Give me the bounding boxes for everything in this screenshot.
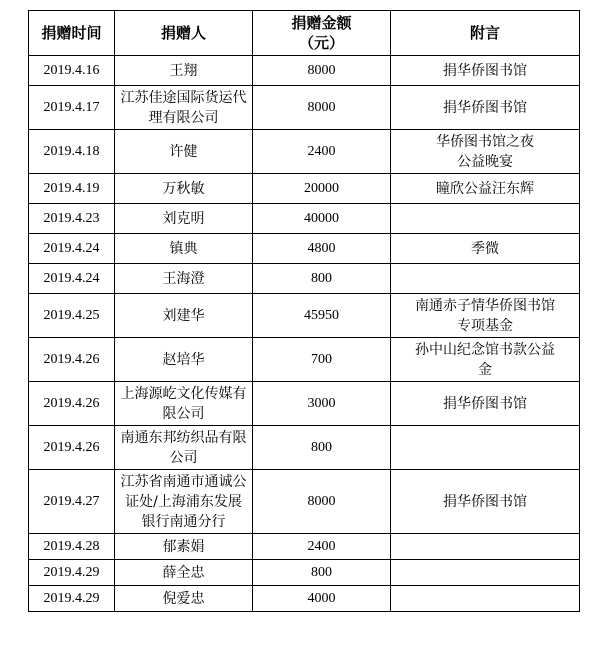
table-body	[29, 56, 580, 612]
date-cell: 2019.4.25	[29, 294, 115, 338]
table-row	[29, 204, 580, 234]
table-row	[29, 470, 580, 534]
donor-cell: 倪爱忠	[115, 586, 253, 612]
table-header-row	[29, 11, 580, 56]
date-cell: 2019.4.23	[29, 204, 115, 234]
date-cell: 2019.4.26	[29, 382, 115, 426]
note-cell: 捐华侨图书馆	[391, 382, 580, 426]
amount-cell: 8000	[253, 86, 391, 130]
donor-cell: 江苏佳途国际货运代 理有限公司	[115, 86, 253, 130]
donor-cell: 郁素娟	[115, 534, 253, 560]
amount-cell: 700	[253, 338, 391, 382]
amount-cell: 800	[253, 560, 391, 586]
date-cell: 2019.4.29	[29, 586, 115, 612]
note-cell	[391, 264, 580, 294]
amount-cell: 2400	[253, 534, 391, 560]
date-cell: 2019.4.24	[29, 234, 115, 264]
amount-cell: 4800	[253, 234, 391, 264]
table-row	[29, 264, 580, 294]
donation-table	[28, 10, 580, 612]
header-donor: 捐赠人	[115, 11, 253, 56]
table-row	[29, 534, 580, 560]
table-row	[29, 294, 580, 338]
note-cell	[391, 586, 580, 612]
donor-cell: 王海澄	[115, 264, 253, 294]
amount-cell: 3000	[253, 382, 391, 426]
amount-cell: 800	[253, 264, 391, 294]
date-cell: 2019.4.27	[29, 470, 115, 534]
donor-cell: 薛全忠	[115, 560, 253, 586]
donor-cell: 许健	[115, 130, 253, 174]
amount-cell: 4000	[253, 586, 391, 612]
table-row	[29, 234, 580, 264]
note-cell: 孙中山纪念馆书款公益 金	[391, 338, 580, 382]
donor-cell: 刘建华	[115, 294, 253, 338]
date-cell: 2019.4.28	[29, 534, 115, 560]
donor-cell: 赵培华	[115, 338, 253, 382]
date-cell: 2019.4.26	[29, 426, 115, 470]
note-cell: 捐华侨图书馆	[391, 86, 580, 130]
header-date: 捐赠时间	[29, 11, 115, 56]
note-cell	[391, 534, 580, 560]
table-row	[29, 382, 580, 426]
donor-cell: 南通东邦纺织品有限 公司	[115, 426, 253, 470]
table-row	[29, 586, 580, 612]
date-cell: 2019.4.24	[29, 264, 115, 294]
donor-cell: 王翔	[115, 56, 253, 86]
note-cell: 捐华侨图书馆	[391, 56, 580, 86]
table-row	[29, 560, 580, 586]
note-cell	[391, 560, 580, 586]
note-cell: 捐华侨图书馆	[391, 470, 580, 534]
header-note: 附言	[391, 11, 580, 56]
note-cell: 瞳欣公益汪东辉	[391, 174, 580, 204]
donation-table-container	[28, 10, 580, 612]
donor-cell: 上海源屹文化传媒有 限公司	[115, 382, 253, 426]
table-row	[29, 174, 580, 204]
note-cell: 季微	[391, 234, 580, 264]
donor-cell: 镇典	[115, 234, 253, 264]
amount-cell: 45950	[253, 294, 391, 338]
note-cell: 华侨图书馆之夜 公益晚宴	[391, 130, 580, 174]
table-row	[29, 426, 580, 470]
note-cell: 南通赤子情华侨图书馆 专项基金	[391, 294, 580, 338]
table-row	[29, 338, 580, 382]
note-cell	[391, 204, 580, 234]
donor-cell: 万秋敏	[115, 174, 253, 204]
table-row	[29, 130, 580, 174]
amount-cell: 8000	[253, 470, 391, 534]
table-row	[29, 86, 580, 130]
donor-cell: 江苏省南通市通诚公 证处/上海浦东发展 银行南通分行	[115, 470, 253, 534]
amount-cell: 8000	[253, 56, 391, 86]
amount-cell: 40000	[253, 204, 391, 234]
table-row	[29, 56, 580, 86]
amount-cell: 20000	[253, 174, 391, 204]
header-amount: 捐赠金额 （元）	[253, 11, 391, 56]
date-cell: 2019.4.26	[29, 338, 115, 382]
donor-cell: 刘克明	[115, 204, 253, 234]
date-cell: 2019.4.16	[29, 56, 115, 86]
date-cell: 2019.4.29	[29, 560, 115, 586]
note-cell	[391, 426, 580, 470]
date-cell: 2019.4.18	[29, 130, 115, 174]
amount-cell: 800	[253, 426, 391, 470]
amount-cell: 2400	[253, 130, 391, 174]
date-cell: 2019.4.17	[29, 86, 115, 130]
date-cell: 2019.4.19	[29, 174, 115, 204]
